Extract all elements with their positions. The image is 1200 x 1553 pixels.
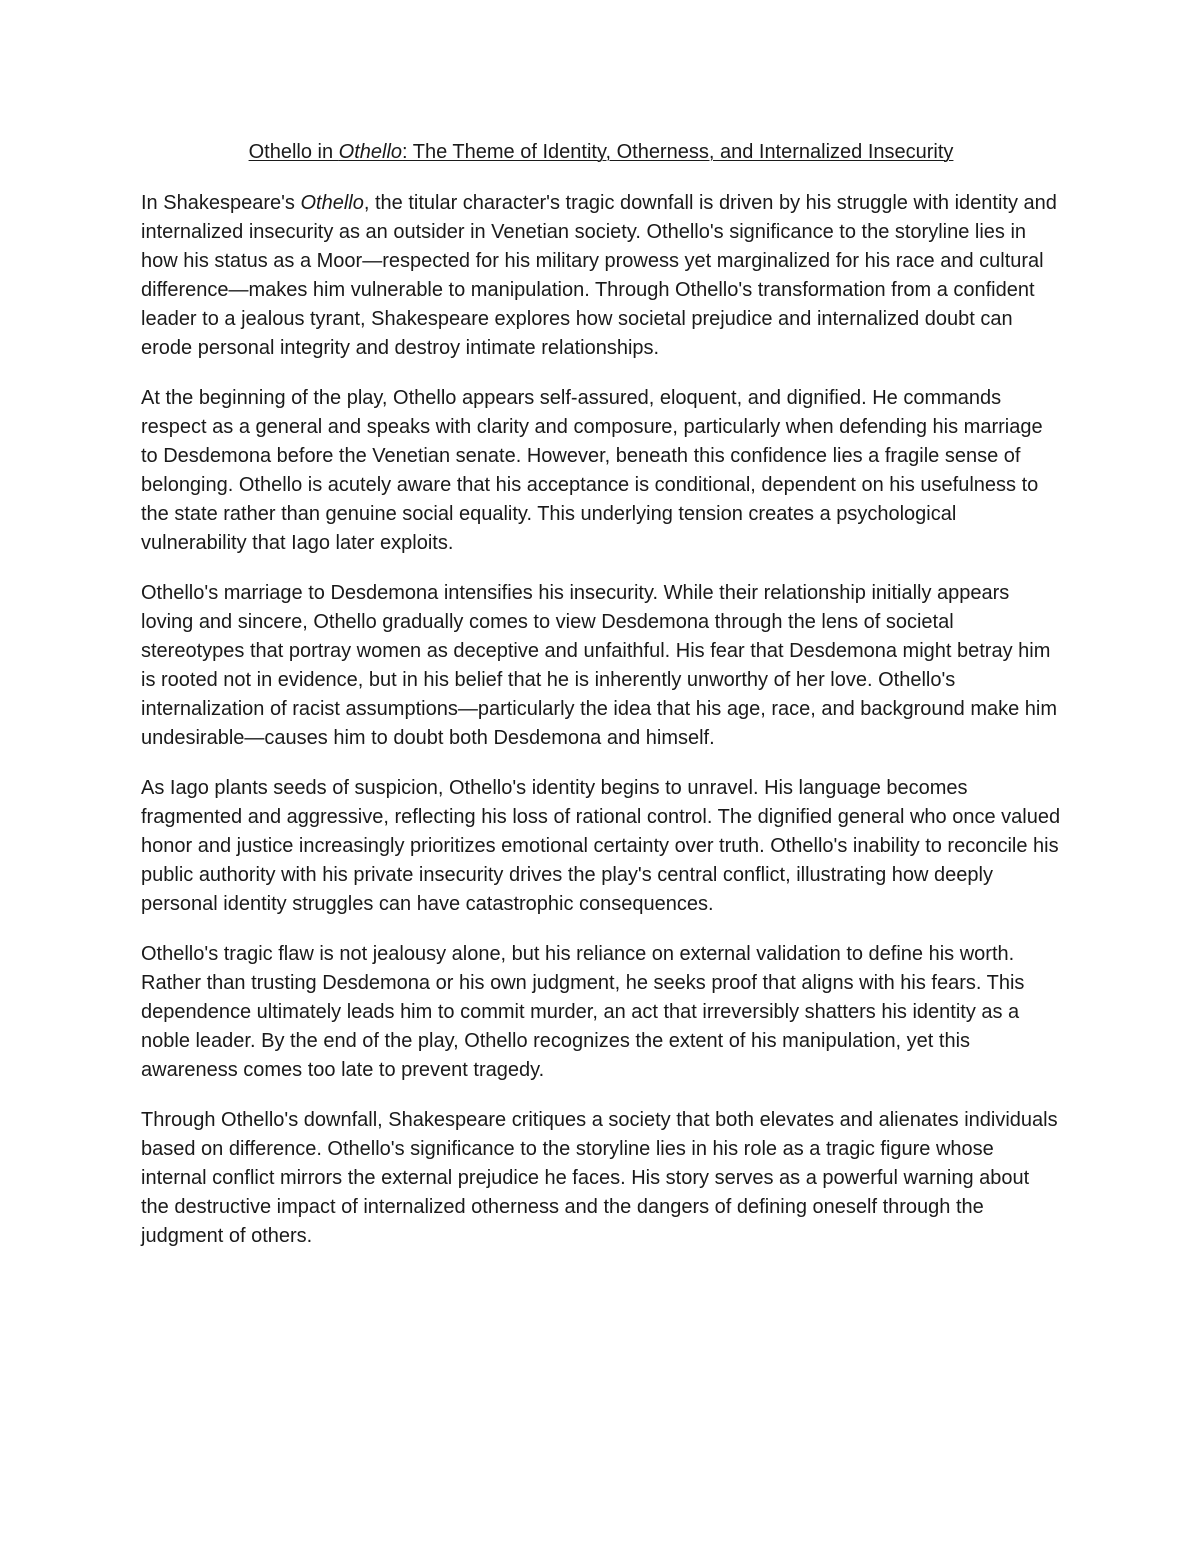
paragraph-1-pre: In Shakespeare's [141, 192, 301, 214]
title-text-part2: : The Theme of Identity, Otherness, and Internalized Insecurity [402, 141, 954, 163]
title-text-part1: Othello in [248, 141, 339, 163]
document-page [141, 138, 1061, 1251]
paragraph-1 [141, 189, 1061, 363]
paragraph-1-post: , the titular character's tragic downfall is driven by his struggle with identity and internalized insecurity as an outsider in Venetian society. Othello's significance to the storyline lies in how his status as a Moor—respected for his military prowess yet marginalized for his race and cultural difference—makes him vulnerable to manipulation. Through Othello's transformation from a confident leader to a jealous tyrant, Shakespeare explores how societal prejudice and internalized doubt can erode personal integrity and destroy intimate relationships. [141, 192, 1057, 359]
title-text-italic: Othello [338, 141, 403, 163]
paragraph-1-italic: Othello [300, 192, 364, 214]
paragraph-4: As Iago plants seeds of suspicion, Othello's identity begins to unravel. His language becomes fragmented and aggressive, reflecting his loss of rational control. The dignified general who once valued honor and justice increasingly prioritizes emotional certainty over truth. Othello's inability to reconcile his public authority with his private insecurity drives the play's central conflict, illustrating how deeply personal identity struggles can have catastrophic consequences. [141, 777, 1061, 915]
paragraph-2: At the beginning of the play, Othello appears self-assured, eloquent, and dignified. He commands respect as a general and speaks with clarity and composure, particularly when defending his marriage to Desdemona before the Venetian senate. However, beneath this confidence lies a fragile sense of belonging. Othello is acutely aware that his acceptance is conditional, dependent on his usefulness to the state rather than genuine social equality. This underlying tension creates a psychological vulnerability that Iago later exploits. [141, 387, 1043, 554]
paragraph-3: Othello's marriage to Desdemona intensifies his insecurity. While their relationship initially appears loving and sincere, Othello gradually comes to view Desdemona through the lens of societal stereotypes that portray women as deceptive and unfaithful. His fear that Desdemona might betray him is rooted not in evidence, but in his belief that he is inherently unworthy of her love. Othello's internalization of racist assumptions—particularly the idea that his age, race, and background make him undesirable—causes him to doubt both Desdemona and himself. [141, 582, 1058, 749]
paragraph-5: Othello's tragic flaw is not jealousy alone, but his reliance on external validation to define his worth. Rather than trusting Desdemona or his own judgment, he seeks proof that aligns with his fears. This dependence ultimately leads him to commit murder, an act that irreversibly shatters his identity as a noble leader. By the end of the play, Othello recognizes the extent of his manipulation, yet this awareness comes too late to prevent tragedy. [141, 943, 1025, 1081]
paragraph-6: Through Othello's downfall, Shakespeare critiques a society that both elevates and alienates individuals based on difference. Othello's significance to the storyline lies in his role as a tragic figure whose internal conflict mirrors the external prejudice he faces. His story serves as a powerful warning about the destructive impact of internalized otherness and the dangers of defining oneself through the judgment of others. [141, 1109, 1058, 1247]
document-title [141, 138, 1061, 167]
